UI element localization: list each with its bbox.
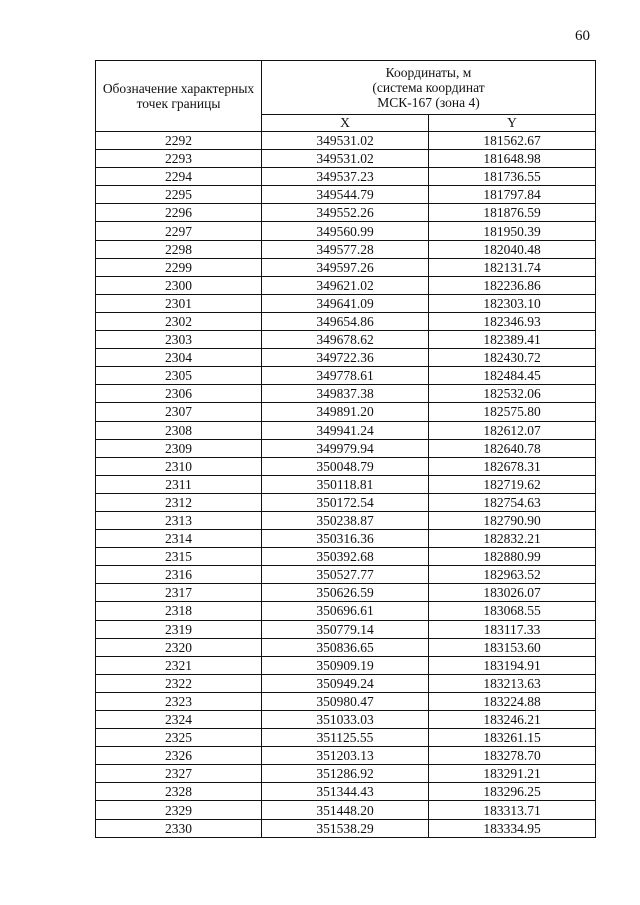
y-coordinate-cell: 183313.71: [429, 801, 596, 819]
y-coordinate-cell: 181736.55: [429, 168, 596, 186]
point-id-cell: 2323: [96, 692, 262, 710]
table-row: [96, 819, 596, 837]
x-coordinate-cell: 351125.55: [262, 729, 429, 747]
table-row: [96, 439, 596, 457]
y-coordinate-cell: 182754.63: [429, 493, 596, 511]
header-coordinates-line3: МСК-167 (зона 4): [377, 94, 480, 110]
table-row: [96, 457, 596, 475]
x-coordinate-cell: 349891.20: [262, 403, 429, 421]
x-coordinate-cell: 349531.02: [262, 132, 429, 150]
y-coordinate-cell: 182303.10: [429, 294, 596, 312]
x-coordinate-cell: 351203.13: [262, 747, 429, 765]
x-coordinate-cell: 349552.26: [262, 204, 429, 222]
table-row: [96, 331, 596, 349]
table-row: [96, 656, 596, 674]
x-coordinate-cell: 349678.62: [262, 331, 429, 349]
y-coordinate-cell: 182532.06: [429, 385, 596, 403]
x-coordinate-cell: 349531.02: [262, 150, 429, 168]
point-id-cell: 2295: [96, 186, 262, 204]
page-number: 60: [575, 28, 590, 44]
table-row: [96, 385, 596, 403]
point-id-cell: 2299: [96, 258, 262, 276]
x-coordinate-cell: 350980.47: [262, 692, 429, 710]
x-coordinate-cell: 350172.54: [262, 493, 429, 511]
y-coordinate-cell: 182678.31: [429, 457, 596, 475]
table-row: [96, 747, 596, 765]
table-row: [96, 132, 596, 150]
y-coordinate-cell: 183224.88: [429, 692, 596, 710]
y-coordinate-cell: 183246.21: [429, 711, 596, 729]
x-coordinate-cell: 351538.29: [262, 819, 429, 837]
x-coordinate-cell: 349577.28: [262, 240, 429, 258]
point-id-cell: 2314: [96, 530, 262, 548]
y-coordinate-cell: 182484.45: [429, 367, 596, 385]
table-row: [96, 222, 596, 240]
table-body: [96, 132, 596, 838]
point-id-cell: 2330: [96, 819, 262, 837]
y-coordinate-cell: 182612.07: [429, 421, 596, 439]
table-row: [96, 421, 596, 439]
y-coordinate-cell: 181797.84: [429, 186, 596, 204]
y-coordinate-cell: 182040.48: [429, 240, 596, 258]
y-coordinate-cell: 183278.70: [429, 747, 596, 765]
x-coordinate-cell: 351033.03: [262, 711, 429, 729]
point-id-cell: 2309: [96, 439, 262, 457]
x-coordinate-cell: 349641.09: [262, 294, 429, 312]
table-row: [96, 530, 596, 548]
y-coordinate-cell: 182430.72: [429, 349, 596, 367]
header-y: Y: [429, 114, 596, 132]
y-coordinate-cell: 182236.86: [429, 276, 596, 294]
x-coordinate-cell: 349941.24: [262, 421, 429, 439]
y-coordinate-cell: 183213.63: [429, 674, 596, 692]
x-coordinate-cell: 349621.02: [262, 276, 429, 294]
table-row: [96, 258, 596, 276]
table-row: [96, 638, 596, 656]
y-coordinate-cell: 182719.62: [429, 475, 596, 493]
table-row: [96, 674, 596, 692]
x-coordinate-cell: 349722.36: [262, 349, 429, 367]
point-id-cell: 2324: [96, 711, 262, 729]
y-coordinate-cell: 182389.41: [429, 331, 596, 349]
y-coordinate-cell: 183261.15: [429, 729, 596, 747]
x-coordinate-cell: 350836.65: [262, 638, 429, 656]
table-row: [96, 367, 596, 385]
y-coordinate-cell: 183291.21: [429, 765, 596, 783]
x-coordinate-cell: 349537.23: [262, 168, 429, 186]
point-id-cell: 2328: [96, 783, 262, 801]
table-row: [96, 493, 596, 511]
table-row: [96, 150, 596, 168]
x-coordinate-cell: 349778.61: [262, 367, 429, 385]
header-point-designation: Обозначение характерных точек границы: [96, 61, 262, 132]
y-coordinate-cell: 182131.74: [429, 258, 596, 276]
header-x: X: [262, 114, 429, 132]
table-row: [96, 783, 596, 801]
point-id-cell: 2325: [96, 729, 262, 747]
x-coordinate-cell: 349654.86: [262, 312, 429, 330]
table-row: [96, 511, 596, 529]
x-coordinate-cell: 350696.61: [262, 602, 429, 620]
point-id-cell: 2306: [96, 385, 262, 403]
y-coordinate-cell: 181648.98: [429, 150, 596, 168]
table-row: [96, 602, 596, 620]
x-coordinate-cell: 350316.36: [262, 530, 429, 548]
table-row: [96, 240, 596, 258]
point-id-cell: 2313: [96, 511, 262, 529]
point-id-cell: 2317: [96, 584, 262, 602]
y-coordinate-cell: 182640.78: [429, 439, 596, 457]
x-coordinate-cell: 349597.26: [262, 258, 429, 276]
header-coordinates-line2: (система координат: [372, 79, 485, 95]
point-id-cell: 2321: [96, 656, 262, 674]
point-id-cell: 2296: [96, 204, 262, 222]
point-id-cell: 2307: [96, 403, 262, 421]
point-id-cell: 2304: [96, 349, 262, 367]
table-row: [96, 765, 596, 783]
y-coordinate-cell: 183153.60: [429, 638, 596, 656]
y-coordinate-cell: 182963.52: [429, 566, 596, 584]
point-id-cell: 2312: [96, 493, 262, 511]
point-id-cell: 2329: [96, 801, 262, 819]
x-coordinate-cell: 350909.19: [262, 656, 429, 674]
point-id-cell: 2316: [96, 566, 262, 584]
y-coordinate-cell: 182880.99: [429, 548, 596, 566]
table-row: [96, 566, 596, 584]
table-row: [96, 548, 596, 566]
point-id-cell: 2322: [96, 674, 262, 692]
x-coordinate-cell: 350779.14: [262, 620, 429, 638]
x-coordinate-cell: 350626.59: [262, 584, 429, 602]
header-coordinates-line1: Координаты, м: [385, 64, 472, 80]
point-id-cell: 2308: [96, 421, 262, 439]
table-row: [96, 729, 596, 747]
table-row: [96, 584, 596, 602]
point-id-cell: 2326: [96, 747, 262, 765]
x-coordinate-cell: 350238.87: [262, 511, 429, 529]
y-coordinate-cell: 181876.59: [429, 204, 596, 222]
point-id-cell: 2297: [96, 222, 262, 240]
y-coordinate-cell: 182346.93: [429, 312, 596, 330]
x-coordinate-cell: 351286.92: [262, 765, 429, 783]
point-id-cell: 2300: [96, 276, 262, 294]
table-row: [96, 349, 596, 367]
point-id-cell: 2301: [96, 294, 262, 312]
table-row: [96, 403, 596, 421]
y-coordinate-cell: 183334.95: [429, 819, 596, 837]
point-id-cell: 2315: [96, 548, 262, 566]
table-row: [96, 692, 596, 710]
x-coordinate-cell: 349979.94: [262, 439, 429, 457]
y-coordinate-cell: 183296.25: [429, 783, 596, 801]
point-id-cell: 2293: [96, 150, 262, 168]
point-id-cell: 2294: [96, 168, 262, 186]
table-row: [96, 204, 596, 222]
y-coordinate-cell: 182790.90: [429, 511, 596, 529]
y-coordinate-cell: 183068.55: [429, 602, 596, 620]
point-id-cell: 2320: [96, 638, 262, 656]
point-id-cell: 2327: [96, 765, 262, 783]
x-coordinate-cell: 350048.79: [262, 457, 429, 475]
table-row: [96, 801, 596, 819]
table-row: [96, 186, 596, 204]
point-id-cell: 2305: [96, 367, 262, 385]
y-coordinate-cell: 182832.21: [429, 530, 596, 548]
table-row: [96, 312, 596, 330]
point-id-cell: 2292: [96, 132, 262, 150]
point-id-cell: 2319: [96, 620, 262, 638]
table-row: [96, 620, 596, 638]
x-coordinate-cell: 350118.81: [262, 475, 429, 493]
y-coordinate-cell: 183194.91: [429, 656, 596, 674]
y-coordinate-cell: 181562.67: [429, 132, 596, 150]
point-id-cell: 2310: [96, 457, 262, 475]
x-coordinate-cell: 349560.99: [262, 222, 429, 240]
table-row: [96, 475, 596, 493]
table-row: [96, 276, 596, 294]
header-coordinates: [262, 61, 596, 115]
y-coordinate-cell: 181950.39: [429, 222, 596, 240]
x-coordinate-cell: 349837.38: [262, 385, 429, 403]
point-id-cell: 2302: [96, 312, 262, 330]
y-coordinate-cell: 183026.07: [429, 584, 596, 602]
x-coordinate-cell: 350392.68: [262, 548, 429, 566]
table-row: [96, 294, 596, 312]
x-coordinate-cell: 351344.43: [262, 783, 429, 801]
coordinates-table: [95, 60, 596, 838]
table-row: [96, 711, 596, 729]
x-coordinate-cell: 350949.24: [262, 674, 429, 692]
point-id-cell: 2298: [96, 240, 262, 258]
y-coordinate-cell: 182575.80: [429, 403, 596, 421]
y-coordinate-cell: 183117.33: [429, 620, 596, 638]
x-coordinate-cell: 349544.79: [262, 186, 429, 204]
point-id-cell: 2303: [96, 331, 262, 349]
table-row: [96, 168, 596, 186]
point-id-cell: 2318: [96, 602, 262, 620]
point-id-cell: 2311: [96, 475, 262, 493]
x-coordinate-cell: 351448.20: [262, 801, 429, 819]
x-coordinate-cell: 350527.77: [262, 566, 429, 584]
